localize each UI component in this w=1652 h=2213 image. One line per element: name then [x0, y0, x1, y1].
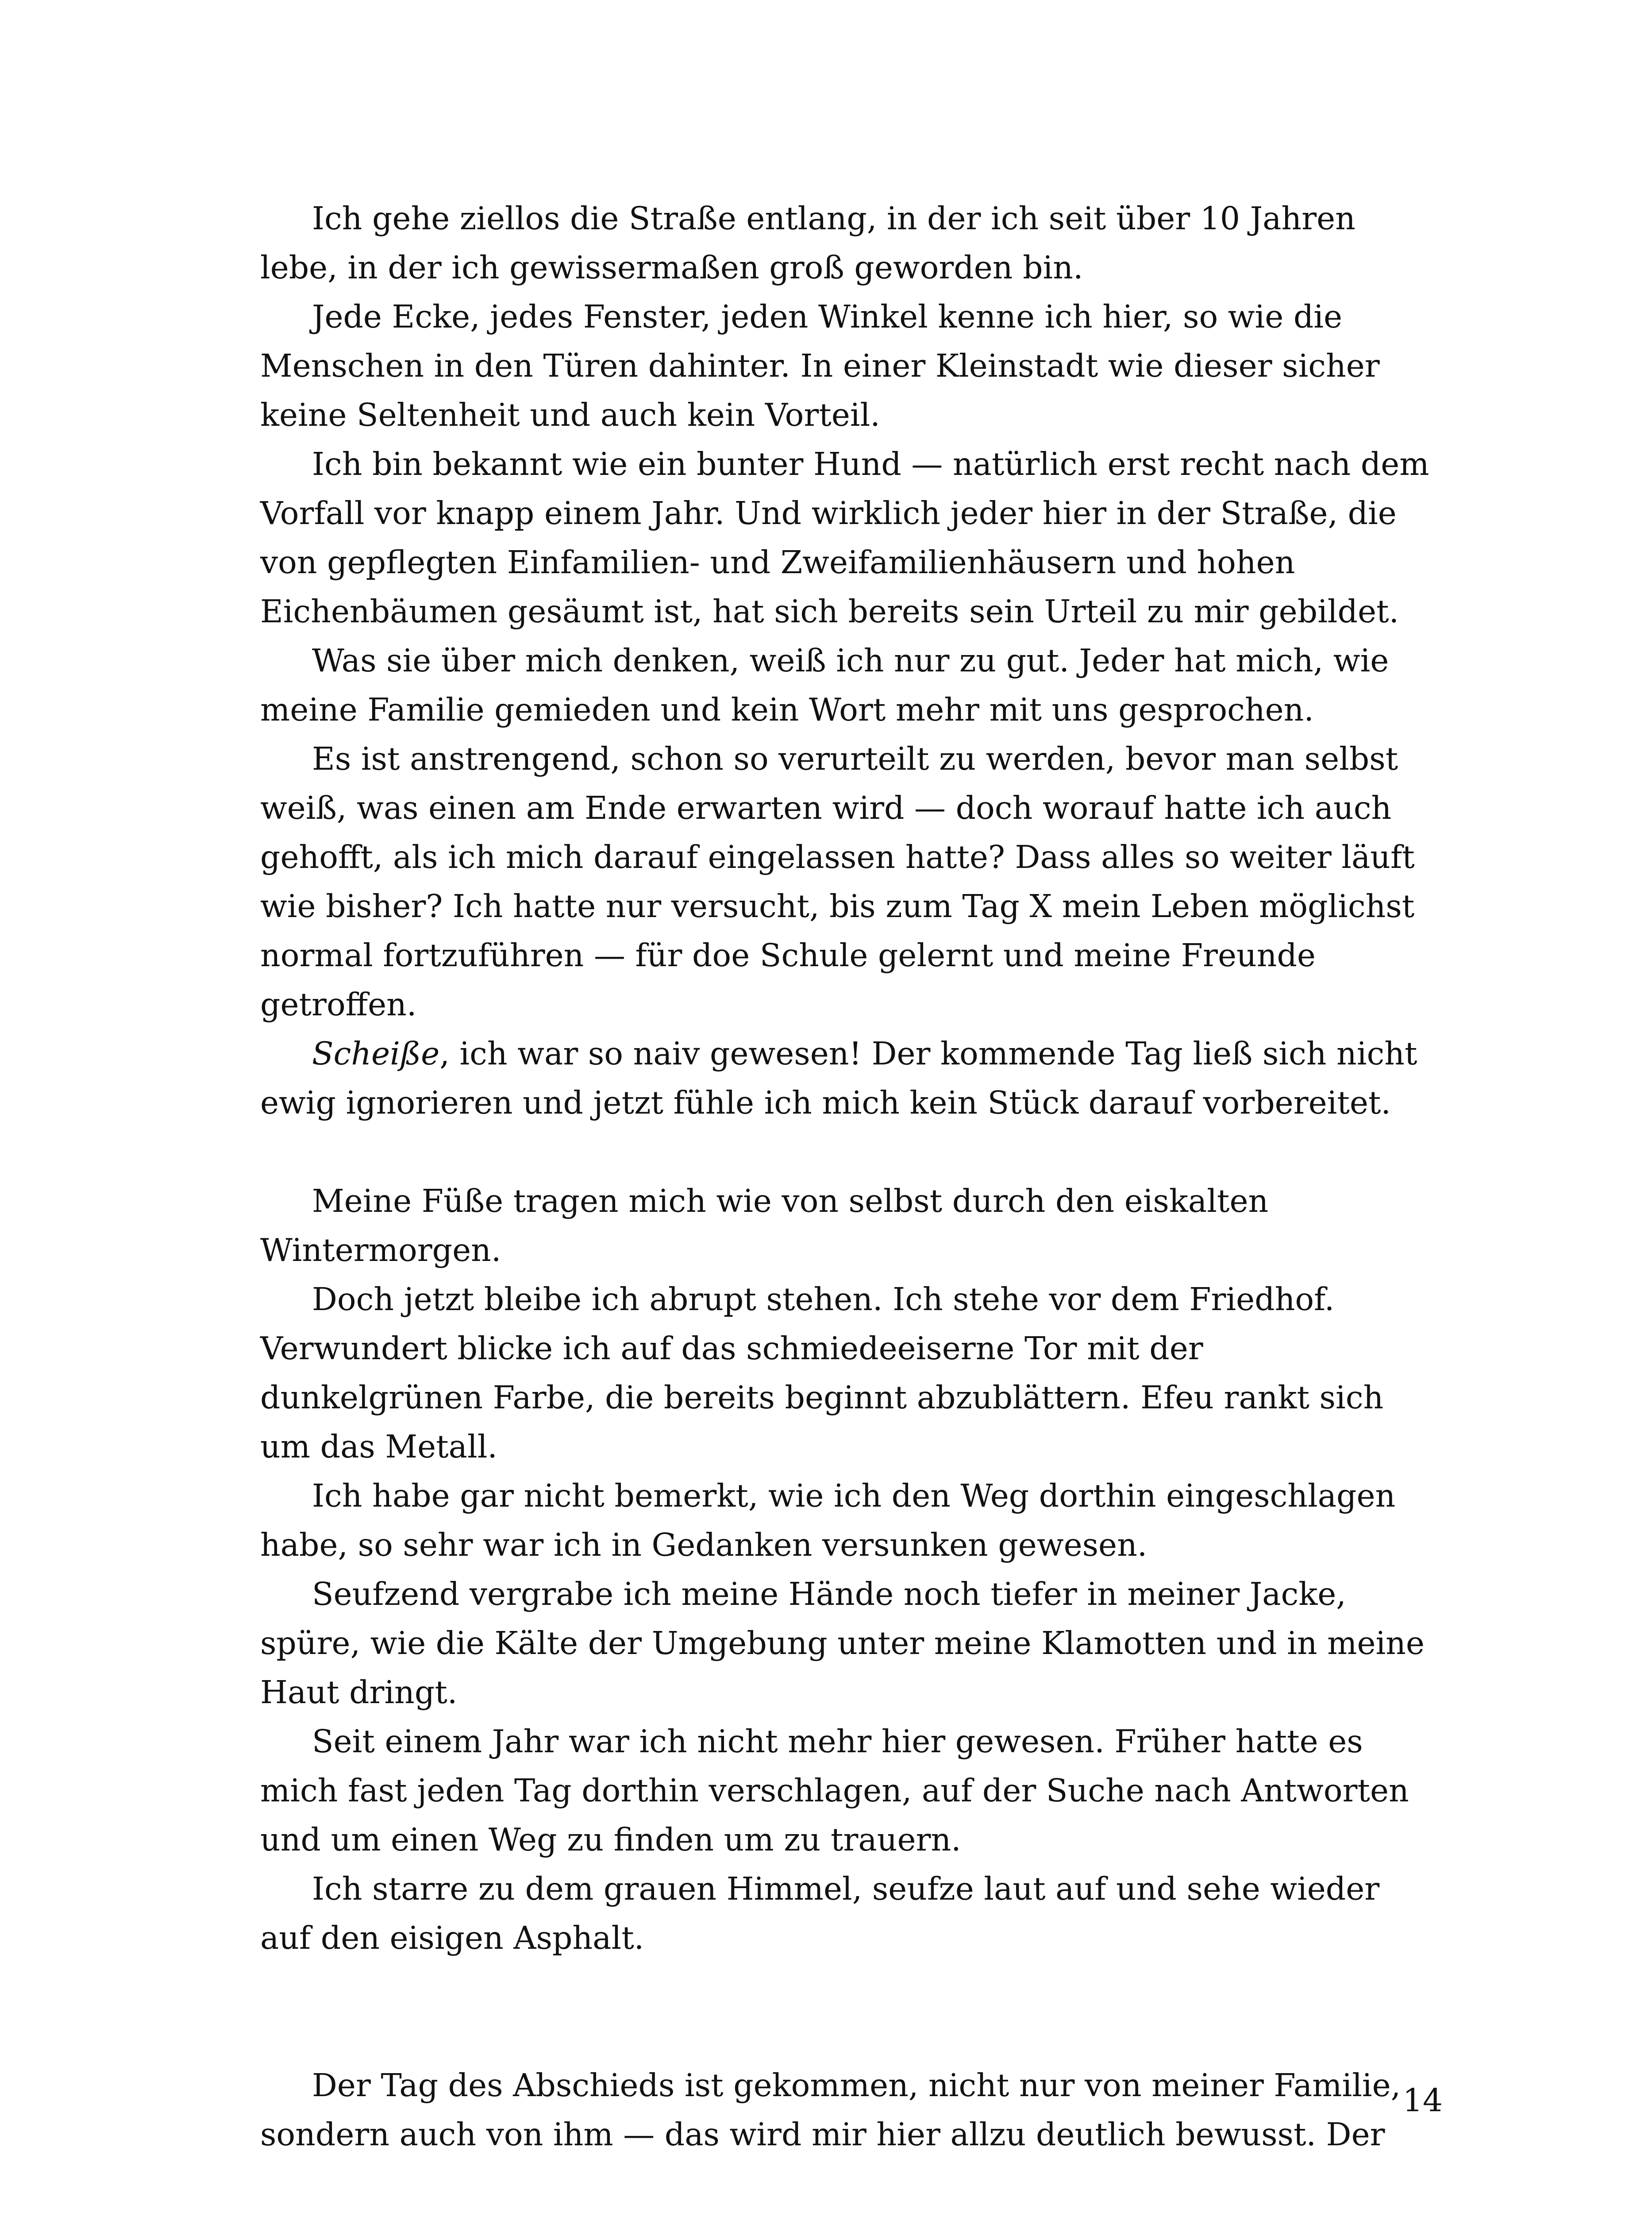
paragraph: Seufzend vergrabe ich meine Hände noch tiefer in meiner Jacke, spüre, wie die Kälte der Umgebung unter meine Klamotten und in meine Haut dringt.: [260, 1576, 1425, 1711]
page-body: [260, 194, 1433, 2159]
italic-emphasis: Scheiße: [312, 1035, 440, 1072]
section-1: [260, 194, 1433, 1127]
paragraph: Doch jetzt bleibe ich abrupt stehen. Ich stehe vor dem Friedhof. Verwundert blicke ich auf das schmiedeeiserne Tor mit der dunkelgrünen Farbe, die bereits beginnt abzublättern. Efeu rankt sich um das Metall.: [260, 1281, 1384, 1465]
paragraph: Der Tag des Abschieds ist gekommen, nicht nur von meiner Familie, sondern auch von ihm — das wird mir hier allzu deutlich bewusst. Der: [260, 2067, 1401, 2153]
paragraph: Es ist anstrengend, schon so verurteilt zu werden, bevor man selbst weiß, was einen am Ende erwarten wird — doch worauf hatte ich auch gehofft, als ich mich darauf eingelassen hatte? Dass alles so weiter läuft wie bisher? Ich hatte nur versucht, bis zum Tag X mein Leben möglichst normal fortzuführen — für doe Schule gelernt und meine Freunde getroffen.: [260, 740, 1415, 1023]
paragraph: Seit einem Jahr war ich nicht mehr hier gewesen. Früher hatte es mich fast jeden Tag dorthin verschlagen, auf der Suche nach Antworten und um einen Weg zu finden um zu trauern.: [260, 1723, 1409, 1858]
paragraph: [260, 1029, 1433, 1127]
section-3: [260, 2061, 1433, 2159]
page-number: 14: [1402, 2082, 1443, 2119]
paragraph: Jede Ecke, jedes Fenster, jeden Winkel kenne ich hier, so wie die Menschen in den Türen dahinter. In einer Kleinstadt wie dieser sicher keine Seltenheit und auch kein Vorteil.: [260, 298, 1380, 433]
section-2: [260, 1176, 1433, 1962]
paragraph: Was sie über mich denken, weiß ich nur zu gut. Jeder hat mich, wie meine Familie gemieden und kein Wort mehr mit uns gesprochen.: [260, 642, 1389, 728]
paragraph: Ich gehe ziellos die Straße entlang, in der ich seit über 10 Jahren lebe, in der ich gewissermaßen groß geworden bin.: [260, 200, 1355, 286]
paragraph: Ich bin bekannt wie ein bunter Hund — natürlich erst recht nach dem Vorfall vor knapp einem Jahr. Und wirklich jeder hier in der Straße, die von gepflegten Einfamilien- und Zweifamilienhäusern und hohen Eichenbäumen gesäumt ist, hat sich bereits sein Urteil zu mir gebildet.: [260, 446, 1429, 630]
paragraph: Ich habe gar nicht bemerkt, wie ich den Weg dorthin eingeschlagen habe, so sehr war ich in Gedanken versunken gewesen.: [260, 1477, 1396, 1563]
paragraph: Meine Füße tragen mich wie von selbst durch den eiskalten Wintermorgen.: [260, 1183, 1269, 1268]
paragraph: Ich starre zu dem grauen Himmel, seufze laut auf und sehe wieder auf den eisigen Asphalt.: [260, 1870, 1380, 1956]
paragraph-text: , ich war so naiv gewesen! Der kommende Tag ließ sich nicht ewig ignorieren und jetzt fühle ich mich kein Stück darauf vorbereitet.: [260, 1035, 1417, 1121]
